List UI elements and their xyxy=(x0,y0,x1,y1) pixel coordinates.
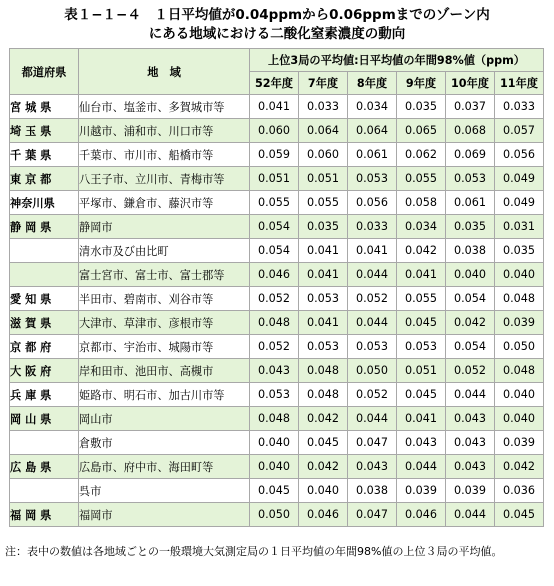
value-cell: 0.052 xyxy=(348,383,397,407)
area-cell: 倉敷市 xyxy=(79,431,250,455)
value-cell: 0.053 xyxy=(299,335,348,359)
value-cell: 0.056 xyxy=(495,143,544,167)
value-cell: 0.053 xyxy=(397,335,446,359)
value-cell: 0.062 xyxy=(397,143,446,167)
header-year: 7年度 xyxy=(299,72,348,95)
value-cell: 0.054 xyxy=(446,287,495,311)
header-year: 52年度 xyxy=(250,72,299,95)
table-row xyxy=(10,431,544,455)
value-cell: 0.054 xyxy=(250,239,299,263)
value-cell: 0.053 xyxy=(250,383,299,407)
value-cell: 0.040 xyxy=(250,455,299,479)
value-cell: 0.052 xyxy=(348,287,397,311)
prefecture-cell: 東 京 都 xyxy=(10,167,79,191)
value-cell: 0.064 xyxy=(348,119,397,143)
area-cell: 平塚市、鎌倉市、藤沢市等 xyxy=(79,191,250,215)
value-cell: 0.046 xyxy=(397,503,446,527)
table-row xyxy=(10,335,544,359)
value-cell: 0.065 xyxy=(397,119,446,143)
prefecture-cell: 大 阪 府 xyxy=(10,359,79,383)
value-cell: 0.045 xyxy=(397,383,446,407)
value-cell: 0.054 xyxy=(250,215,299,239)
value-cell: 0.052 xyxy=(446,359,495,383)
value-cell: 0.041 xyxy=(348,239,397,263)
value-cell: 0.056 xyxy=(348,191,397,215)
area-cell: 福岡市 xyxy=(79,503,250,527)
area-cell: 清水市及び由比町 xyxy=(79,239,250,263)
value-cell: 0.055 xyxy=(397,287,446,311)
value-cell: 0.038 xyxy=(446,239,495,263)
value-cell: 0.049 xyxy=(495,191,544,215)
area-cell: 千葉市、市川市、船橋市等 xyxy=(79,143,250,167)
value-cell: 0.053 xyxy=(446,167,495,191)
prefecture-cell xyxy=(10,479,79,503)
value-cell: 0.042 xyxy=(495,455,544,479)
prefecture-cell xyxy=(10,263,79,287)
value-cell: 0.064 xyxy=(299,119,348,143)
prefecture-cell: 千 葉 県 xyxy=(10,143,79,167)
area-cell: 呉市 xyxy=(79,479,250,503)
value-cell: 0.039 xyxy=(495,431,544,455)
value-cell: 0.053 xyxy=(348,167,397,191)
value-cell: 0.048 xyxy=(299,383,348,407)
value-cell: 0.031 xyxy=(495,215,544,239)
value-cell: 0.044 xyxy=(446,503,495,527)
value-cell: 0.050 xyxy=(348,359,397,383)
value-cell: 0.035 xyxy=(446,215,495,239)
value-cell: 0.045 xyxy=(495,503,544,527)
value-cell: 0.044 xyxy=(348,263,397,287)
table-row xyxy=(10,383,544,407)
value-cell: 0.042 xyxy=(446,311,495,335)
value-cell: 0.052 xyxy=(250,287,299,311)
value-cell: 0.038 xyxy=(348,479,397,503)
value-cell: 0.041 xyxy=(397,263,446,287)
value-cell: 0.055 xyxy=(397,167,446,191)
value-cell: 0.040 xyxy=(495,263,544,287)
prefecture-cell: 静 岡 県 xyxy=(10,215,79,239)
table-row xyxy=(10,455,544,479)
value-cell: 0.060 xyxy=(299,143,348,167)
value-cell: 0.058 xyxy=(397,191,446,215)
prefecture-cell: 埼 玉 県 xyxy=(10,119,79,143)
prefecture-cell xyxy=(10,431,79,455)
prefecture-cell: 滋 賀 県 xyxy=(10,311,79,335)
value-cell: 0.055 xyxy=(299,191,348,215)
value-cell: 0.042 xyxy=(397,239,446,263)
table-row xyxy=(10,311,544,335)
value-cell: 0.052 xyxy=(250,335,299,359)
area-cell: 姫路市、明石市、加古川市等 xyxy=(79,383,250,407)
value-cell: 0.044 xyxy=(446,383,495,407)
value-cell: 0.055 xyxy=(250,191,299,215)
area-cell: 大津市、草津市、彦根市等 xyxy=(79,311,250,335)
table-body xyxy=(10,95,544,527)
value-cell: 0.043 xyxy=(446,455,495,479)
value-cell: 0.040 xyxy=(446,263,495,287)
header-year: 11年度 xyxy=(495,72,544,95)
table-row xyxy=(10,191,544,215)
prefecture-cell xyxy=(10,239,79,263)
value-cell: 0.051 xyxy=(299,167,348,191)
table-row xyxy=(10,479,544,503)
value-cell: 0.037 xyxy=(446,95,495,119)
value-cell: 0.035 xyxy=(299,215,348,239)
area-cell: 仙台市、塩釜市、多賀城市等 xyxy=(79,95,250,119)
title-line-2: にある地域における二酸化窒素濃度の動向 xyxy=(148,26,406,42)
value-cell: 0.048 xyxy=(250,407,299,431)
value-cell: 0.053 xyxy=(348,335,397,359)
area-cell: 京都市、宇治市、城陽市等 xyxy=(79,335,250,359)
value-cell: 0.041 xyxy=(250,95,299,119)
value-cell: 0.034 xyxy=(348,95,397,119)
value-cell: 0.049 xyxy=(495,167,544,191)
value-cell: 0.035 xyxy=(397,95,446,119)
value-cell: 0.033 xyxy=(299,95,348,119)
table-row xyxy=(10,359,544,383)
table-row xyxy=(10,143,544,167)
table-row xyxy=(10,407,544,431)
value-cell: 0.044 xyxy=(397,455,446,479)
value-cell: 0.061 xyxy=(348,143,397,167)
value-cell: 0.046 xyxy=(250,263,299,287)
value-cell: 0.040 xyxy=(495,383,544,407)
value-cell: 0.068 xyxy=(446,119,495,143)
value-cell: 0.040 xyxy=(250,431,299,455)
table-row xyxy=(10,119,544,143)
value-cell: 0.048 xyxy=(495,359,544,383)
value-cell: 0.045 xyxy=(299,431,348,455)
header-year: 10年度 xyxy=(446,72,495,95)
value-cell: 0.041 xyxy=(299,239,348,263)
value-cell: 0.051 xyxy=(397,359,446,383)
value-cell: 0.044 xyxy=(348,407,397,431)
value-cell: 0.054 xyxy=(446,335,495,359)
prefecture-cell: 福 岡 県 xyxy=(10,503,79,527)
value-cell: 0.039 xyxy=(397,479,446,503)
header-prefecture: 都道府県 xyxy=(10,49,79,95)
table-row xyxy=(10,167,544,191)
area-cell: 広島市、府中市、海田町等 xyxy=(79,455,250,479)
value-cell: 0.040 xyxy=(495,407,544,431)
value-cell: 0.042 xyxy=(299,407,348,431)
value-cell: 0.045 xyxy=(250,479,299,503)
value-cell: 0.053 xyxy=(299,287,348,311)
header-values-group: 上位3局の平均値:日平均値の年間98%値（ppm） xyxy=(250,49,544,72)
value-cell: 0.048 xyxy=(495,287,544,311)
area-cell: 富士宮市、富士市、富士郡等 xyxy=(79,263,250,287)
value-cell: 0.059 xyxy=(250,143,299,167)
area-cell: 岡山市 xyxy=(79,407,250,431)
prefecture-cell: 広 島 県 xyxy=(10,455,79,479)
area-cell: 八王子市、立川市、青梅市等 xyxy=(79,167,250,191)
value-cell: 0.039 xyxy=(495,311,544,335)
value-cell: 0.043 xyxy=(446,431,495,455)
value-cell: 0.050 xyxy=(495,335,544,359)
prefecture-cell: 神奈川県 xyxy=(10,191,79,215)
area-cell: 静岡市 xyxy=(79,215,250,239)
table-row xyxy=(10,239,544,263)
table-row xyxy=(10,287,544,311)
prefecture-cell: 兵 庫 県 xyxy=(10,383,79,407)
table-row xyxy=(10,263,544,287)
value-cell: 0.039 xyxy=(446,479,495,503)
value-cell: 0.042 xyxy=(299,455,348,479)
header-year: 9年度 xyxy=(397,72,446,95)
value-cell: 0.043 xyxy=(446,407,495,431)
value-cell: 0.046 xyxy=(299,503,348,527)
value-cell: 0.045 xyxy=(397,311,446,335)
area-cell: 川越市、浦和市、川口市等 xyxy=(79,119,250,143)
value-cell: 0.041 xyxy=(299,263,348,287)
value-cell: 0.051 xyxy=(250,167,299,191)
value-cell: 0.043 xyxy=(250,359,299,383)
value-cell: 0.061 xyxy=(446,191,495,215)
header-area: 地 域 xyxy=(79,49,250,95)
table-title xyxy=(0,6,554,44)
value-cell: 0.047 xyxy=(348,431,397,455)
value-cell: 0.047 xyxy=(348,503,397,527)
value-cell: 0.043 xyxy=(397,431,446,455)
no2-trend-table xyxy=(9,48,544,527)
area-cell: 岸和田市、池田市、高槻市 xyxy=(79,359,250,383)
prefecture-cell: 京 都 府 xyxy=(10,335,79,359)
title-line-1: 表１−１−４ １日平均値が0.04ppmから0.06ppmまでのゾーン内 xyxy=(64,7,490,23)
table-row xyxy=(10,95,544,119)
value-cell: 0.044 xyxy=(348,311,397,335)
value-cell: 0.050 xyxy=(250,503,299,527)
value-cell: 0.048 xyxy=(299,359,348,383)
value-cell: 0.033 xyxy=(495,95,544,119)
value-cell: 0.048 xyxy=(250,311,299,335)
value-cell: 0.057 xyxy=(495,119,544,143)
value-cell: 0.060 xyxy=(250,119,299,143)
table-row xyxy=(10,503,544,527)
value-cell: 0.040 xyxy=(299,479,348,503)
value-cell: 0.035 xyxy=(495,239,544,263)
value-cell: 0.041 xyxy=(299,311,348,335)
value-cell: 0.041 xyxy=(397,407,446,431)
prefecture-cell: 岡 山 県 xyxy=(10,407,79,431)
value-cell: 0.069 xyxy=(446,143,495,167)
prefecture-cell: 愛 知 県 xyxy=(10,287,79,311)
value-cell: 0.036 xyxy=(495,479,544,503)
table-footnote: 注：表中の数値は各地域ごとの一般環境大気測定局の１日平均値の年間98%値の上位３局の平均値。 xyxy=(5,545,503,558)
value-cell: 0.043 xyxy=(348,455,397,479)
header-year: 8年度 xyxy=(348,72,397,95)
table-row xyxy=(10,215,544,239)
prefecture-cell: 宮 城 県 xyxy=(10,95,79,119)
value-cell: 0.034 xyxy=(397,215,446,239)
area-cell: 半田市、碧南市、刈谷市等 xyxy=(79,287,250,311)
value-cell: 0.033 xyxy=(348,215,397,239)
